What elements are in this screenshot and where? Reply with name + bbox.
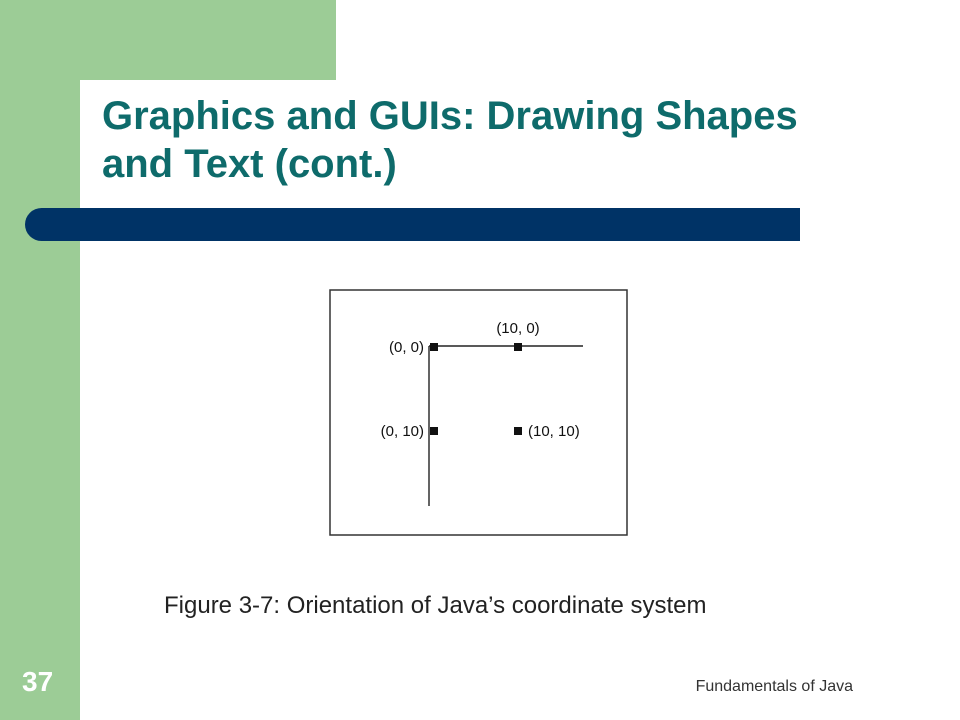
point-marker xyxy=(430,427,438,435)
top-accent xyxy=(0,0,336,80)
point-label: (10, 0) xyxy=(496,320,540,337)
point-label: (0, 0) xyxy=(388,339,424,356)
coordinate-system-figure xyxy=(328,288,632,540)
slide-number: 37 xyxy=(22,666,54,697)
point-marker xyxy=(430,343,438,351)
point-marker xyxy=(514,427,522,435)
figure-frame xyxy=(330,290,627,535)
sidebar-accent xyxy=(0,0,80,720)
footer-text: Fundamentals of Java xyxy=(695,678,853,695)
point-label: (10, 10) xyxy=(528,423,580,440)
title-underline-bar xyxy=(25,208,800,241)
point-label: (0, 10) xyxy=(380,423,424,440)
point-marker xyxy=(514,343,522,351)
figure-caption: Figure 3-7: Orientation of Java’s coordinate system xyxy=(164,592,707,619)
slide-title: Graphics and GUIs: Drawing Shapes and Text (cont.) xyxy=(102,94,798,186)
